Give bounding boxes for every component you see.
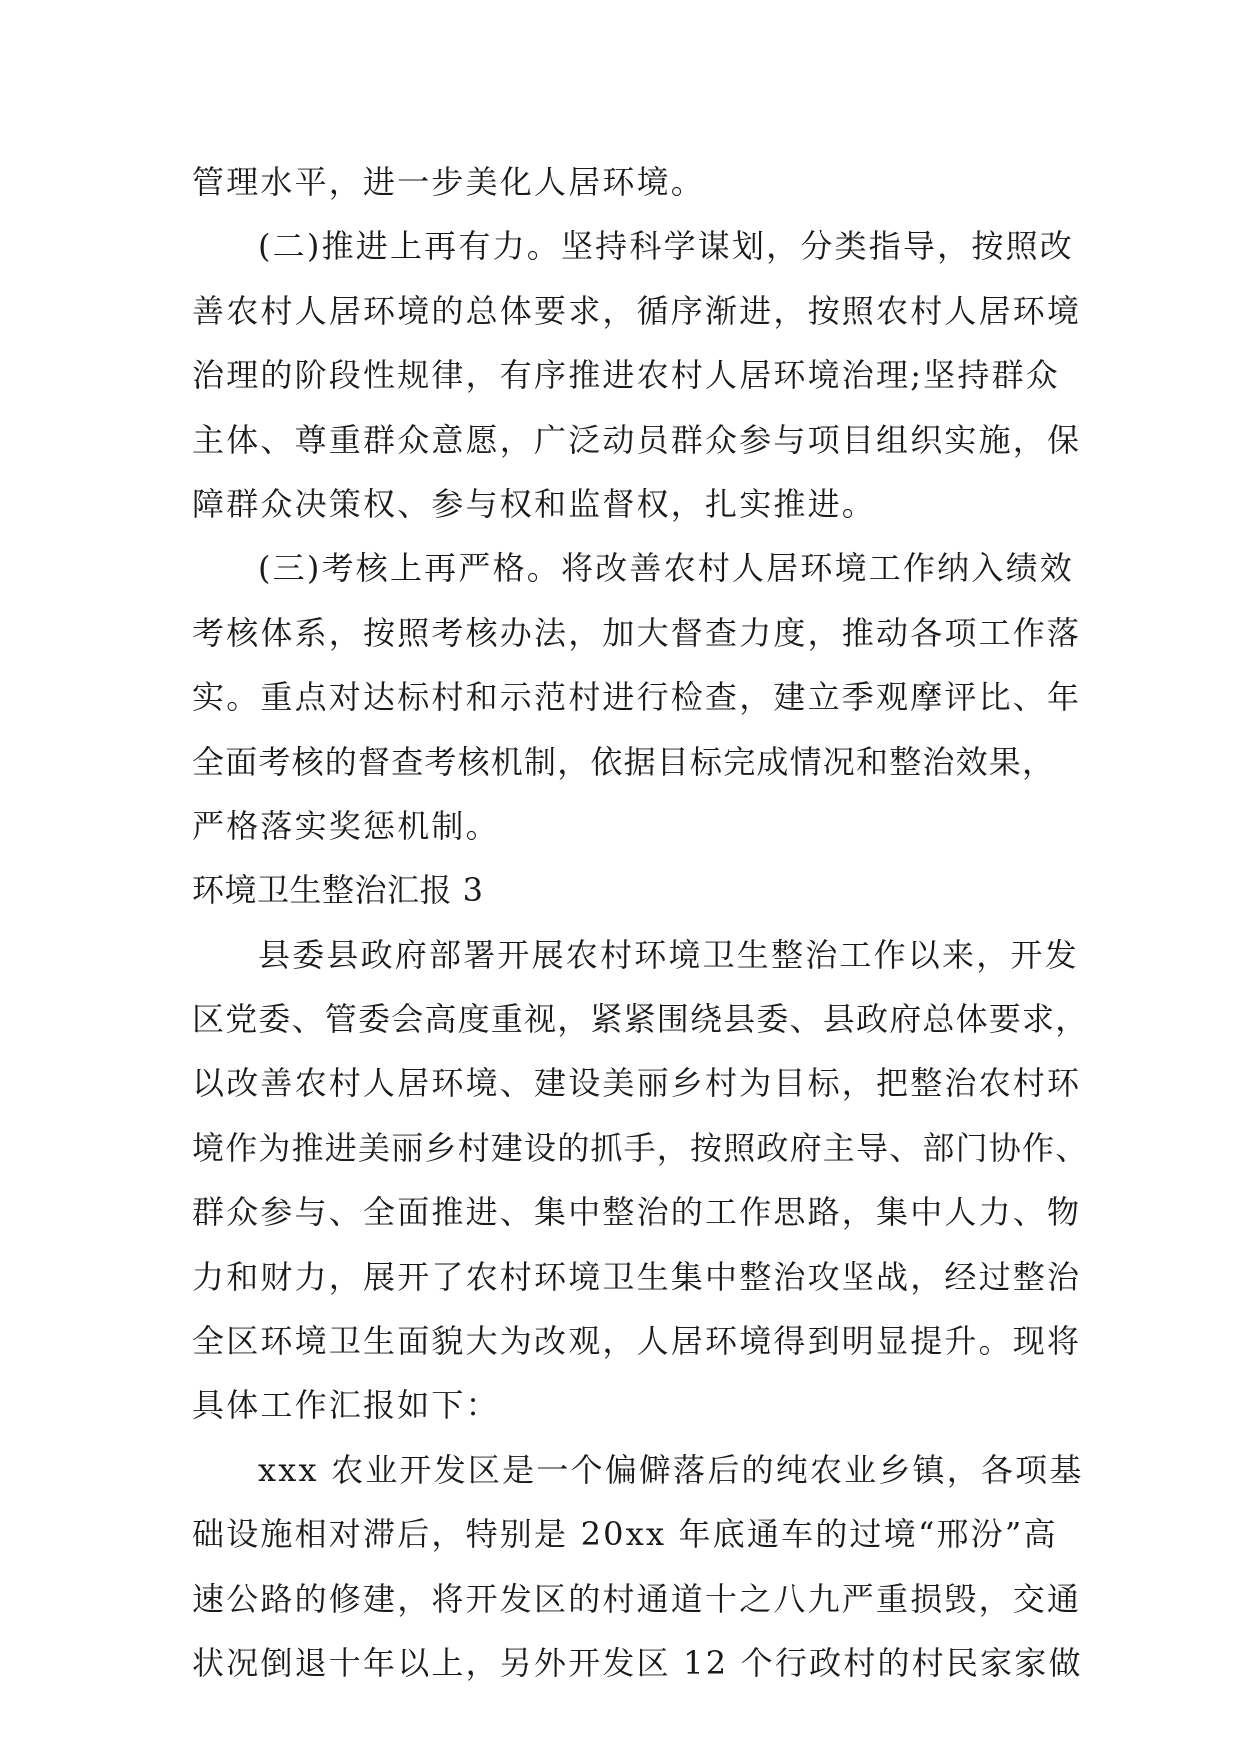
text-line: 速公路的修建，将开发区的村通道十之八九严重损毁，交通 xyxy=(192,1579,1082,1618)
text-line: 具体工作汇报如下： xyxy=(192,1386,500,1425)
text-line: 实。重点对达标村和示范村进行检查，建立季观摩评比、年 xyxy=(192,678,1082,717)
document-body xyxy=(192,150,1089,1695)
text-line: 础设施相对滞后，特别是 20xx 年底通车的过境“邢汾”高 xyxy=(192,1515,1058,1554)
text-line: 全面考核的督查考核机制，依据目标完成情况和整治效果， xyxy=(192,742,1056,781)
text-line: 区党委、管委会高度重视，紧紧围绕县委、县政府总体要求， xyxy=(192,1000,1089,1039)
text-line: 力和财力，展开了农村环境卫生集中整治攻坚战，经过整治 xyxy=(192,1257,1082,1296)
text-line: 考核体系，按照考核办法，加大督查力度，推动各项工作落 xyxy=(192,613,1082,652)
text-line: 境作为推进美丽乡村建设的抓手，按照政府主导、部门协作、 xyxy=(192,1128,1089,1167)
text-line: 全区环境卫生面貌大为改观，人居环境得到明显提升。现将 xyxy=(192,1322,1082,1361)
paragraph-start-line: (三)考核上再严格。将改善农村人居环境工作纳入绩效 xyxy=(258,549,1074,588)
section-heading: 环境卫生整治汇报 3 xyxy=(192,871,484,910)
text-line: 障群众决策权、参与权和监督权，扎实推进。 xyxy=(192,484,877,523)
paragraph-start-line: (二)推进上再有力。坚持科学谋划，分类指导，按照改 xyxy=(258,227,1074,266)
text-line: 主体、尊重群众意愿，广泛动员群众参与项目组织实施，保 xyxy=(192,420,1082,459)
text-line: 管理水平，进一步美化人居环境。 xyxy=(192,163,706,201)
text-line: 善农村人居环境的总体要求，循序渐进，按照农村人居环境 xyxy=(192,291,1082,330)
text-line: 状况倒退十年以上，另外开发区 12 个行政村的村民家家做 xyxy=(192,1643,1083,1682)
paragraph-start-line: xxx 农业开发区是一个偏僻落后的纯农业乡镇，各项基 xyxy=(258,1450,1084,1489)
text-line: 群众参与、全面推进、集中整治的工作思路，集中人力、物 xyxy=(192,1193,1082,1232)
paragraph-start-line: 县委县政府部署开展农村环境卫生整治工作以来，开发 xyxy=(258,935,1079,974)
text-line: 以改善农村人居环境、建设美丽乡村为目标，把整治农村环 xyxy=(192,1064,1082,1103)
text-line: 严格落实奖惩机制。 xyxy=(192,806,500,845)
text-line: 治理的阶段性规律，有序推进农村人居环境治理;坚持群众 xyxy=(192,356,1060,395)
